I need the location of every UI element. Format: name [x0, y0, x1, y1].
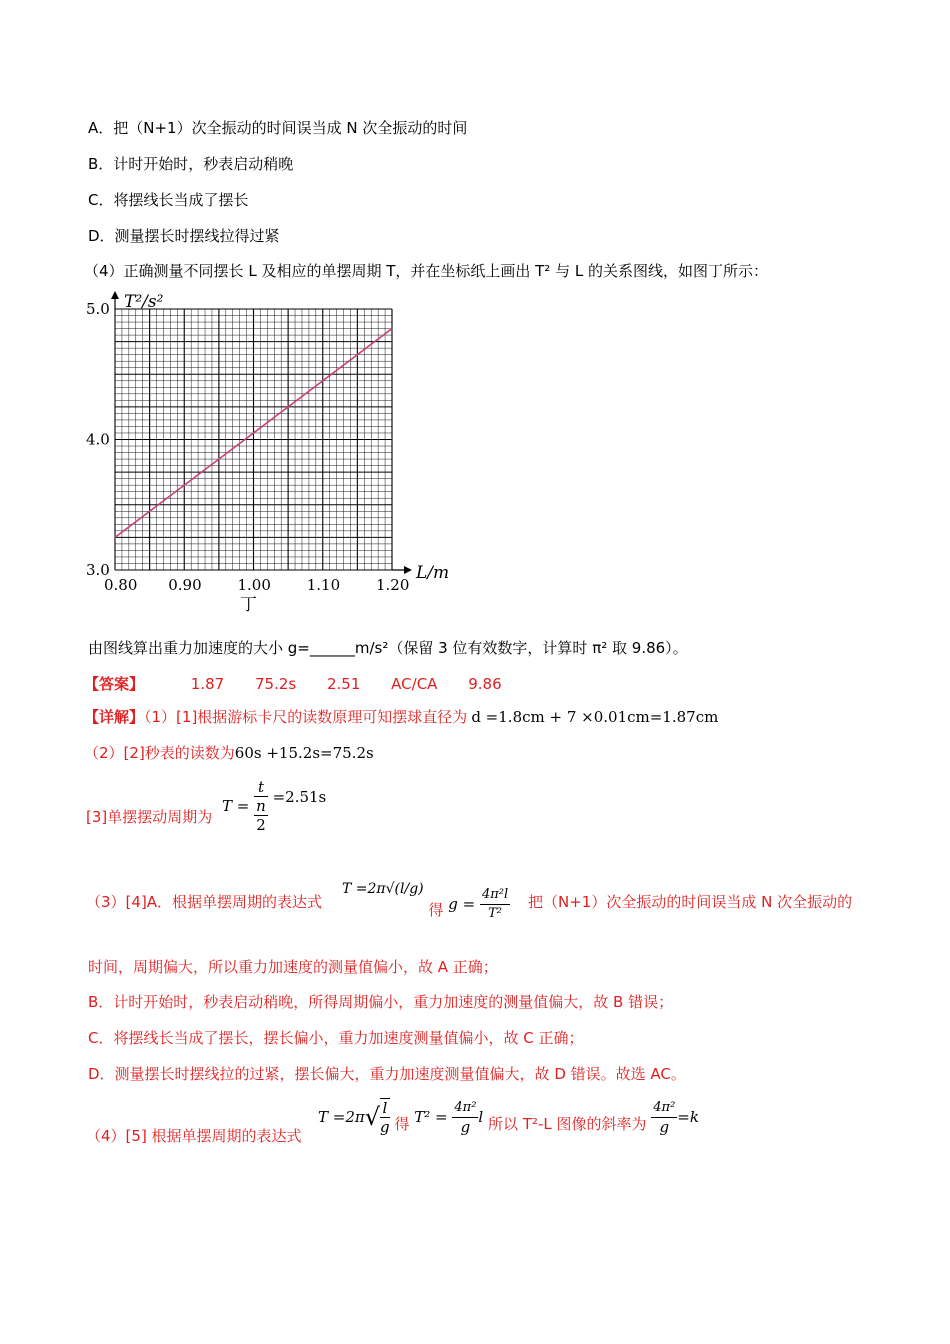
- tick-labels: [86, 300, 409, 594]
- g-eq: g =: [448, 895, 476, 913]
- answer-line: [84, 674, 502, 694]
- p5-T: T =2π: [318, 1108, 365, 1126]
- period-den-den: 2: [256, 816, 266, 834]
- explanation-1: [84, 707, 718, 727]
- answer-2: 75.2s: [254, 675, 297, 693]
- explanation-4-cont: 时间，周期偏大，所以重力加速度的测量值偏小，故 A 正确；: [88, 958, 498, 976]
- g-den: T²: [488, 906, 502, 921]
- pendulum-formula-1: T =2π√(l/g): [342, 881, 424, 897]
- y-axis-label: T²/s²: [124, 292, 164, 312]
- explanation-4: [86, 892, 322, 912]
- x-axis-arrow-head: [404, 566, 412, 574]
- period-fraction: [254, 778, 268, 834]
- explanation-4-intro: （3）[4]A．根据单摆周期的表达式: [86, 893, 323, 911]
- explanation-1-text: （1）[1]根据游标卡尺的读数原理可知摆球直径为: [144, 708, 468, 726]
- g-num: 4π²l: [480, 886, 510, 905]
- slope-text: 所以 T²-L 图像的斜率为: [488, 1114, 647, 1133]
- explanation-4-rest: 把（N+1）次全振动的时间误当成 N 次全振动的: [528, 893, 853, 911]
- explanation-b: B．计时开始时，秒表启动稍晚，所得周期偏小，重力加速度的测量值偏大，故 B 错误；: [88, 993, 674, 1011]
- sqrt-fraction: [380, 1098, 390, 1136]
- explanation-d: D．测量摆长时摆线拉的过紧，摆长偏大，重力加速度测量值偏大，故 D 错误。故选 AC。: [88, 1065, 686, 1083]
- p5-T2: T² =: [414, 1108, 448, 1126]
- de-2: 得: [394, 1114, 410, 1133]
- t2-vs-l-chart: [80, 285, 460, 615]
- question-g: 由图线算出重力加速度的大小 g=______m/s²（保留 3 位有效数字，计算时 π² 取 9.86）。: [88, 639, 688, 657]
- answer-5: 9.86: [468, 675, 502, 693]
- p5-l: l: [478, 1108, 484, 1126]
- x-tick-label: 0.90: [168, 576, 202, 594]
- explanation-5: （4）[5] 根据单摆周期的表达式: [86, 1127, 302, 1145]
- sqrt-den: g: [380, 1118, 390, 1136]
- y-tick-label: 4.0: [86, 430, 110, 449]
- p5-den: g: [460, 1117, 471, 1136]
- k-fraction: [651, 1099, 677, 1136]
- x-tick-label: 1.00: [237, 576, 271, 594]
- explanation-label: 【详解】: [84, 708, 145, 726]
- answer-1: 1.87: [190, 675, 225, 693]
- diameter-formula: d =1.8cm + 7 ×0.01cm=1.87cm: [471, 708, 719, 726]
- explanation-3-label: [3]单摆摆动周期为: [86, 808, 213, 826]
- g-formula-group: [342, 868, 510, 921]
- x-tick-label: 1.20: [376, 576, 410, 594]
- chart-caption: 丁: [240, 595, 257, 615]
- answer-4: AC/CA: [391, 675, 438, 693]
- k-eq: =k: [677, 1108, 699, 1126]
- x-axis-label: L/m: [416, 563, 450, 583]
- period-formula: [222, 778, 326, 834]
- y-axis-arrow-head: [111, 291, 119, 299]
- y-tick-label: 5.0: [86, 300, 110, 318]
- stopwatch-formula: 60s +15.2s=75.2s: [234, 744, 374, 762]
- period-den-num: n: [256, 797, 266, 815]
- g-fraction: [480, 886, 510, 923]
- period-T: T =: [222, 797, 250, 815]
- option-a: A．把（N+1）次全振动的时间误当成 N 次全振动的时间: [88, 119, 468, 137]
- explanation-2: [84, 743, 374, 763]
- x-tick-label: 0.80: [104, 576, 138, 594]
- sqrt-sign-icon: √: [364, 1103, 381, 1131]
- period-num: t: [254, 778, 268, 797]
- explanation-c: C．将摆线长当成了摆长，摆长偏小，重力加速度测量值偏小，故 C 正确；: [88, 1029, 584, 1047]
- y-tick-label: 3.0: [86, 561, 110, 579]
- question-4-text: （4）正确测量不同摆长 L 及相应的单摆周期 T，并在坐标纸上画出 T² 与 L 的关系图线，如图丁所示：: [84, 262, 768, 280]
- sqrt-num: l: [380, 1099, 390, 1118]
- p5-fraction: [452, 1099, 478, 1136]
- p5-num: 4π²: [452, 1099, 478, 1118]
- x-tick-label: 1.10: [306, 576, 341, 594]
- chart-grid: [111, 291, 412, 574]
- option-b: B．计时开始时，秒表启动稍晚: [88, 155, 294, 173]
- slope-formula-group: [318, 1098, 699, 1136]
- k-den: g: [659, 1117, 670, 1136]
- answer-3: 2.51: [326, 675, 361, 693]
- period-result: =2.51s: [272, 788, 327, 806]
- de-1: 得: [428, 901, 444, 919]
- explanation-2-text: （2）[2]秒表的读数为: [84, 744, 235, 762]
- option-d: D．测量摆长时摆线拉得过紧: [88, 227, 280, 245]
- answer-label: 【答案】: [84, 675, 145, 693]
- period-den: [254, 797, 268, 834]
- option-c: C．将摆线长当成了摆长: [88, 191, 249, 209]
- k-num: 4π²: [651, 1099, 677, 1118]
